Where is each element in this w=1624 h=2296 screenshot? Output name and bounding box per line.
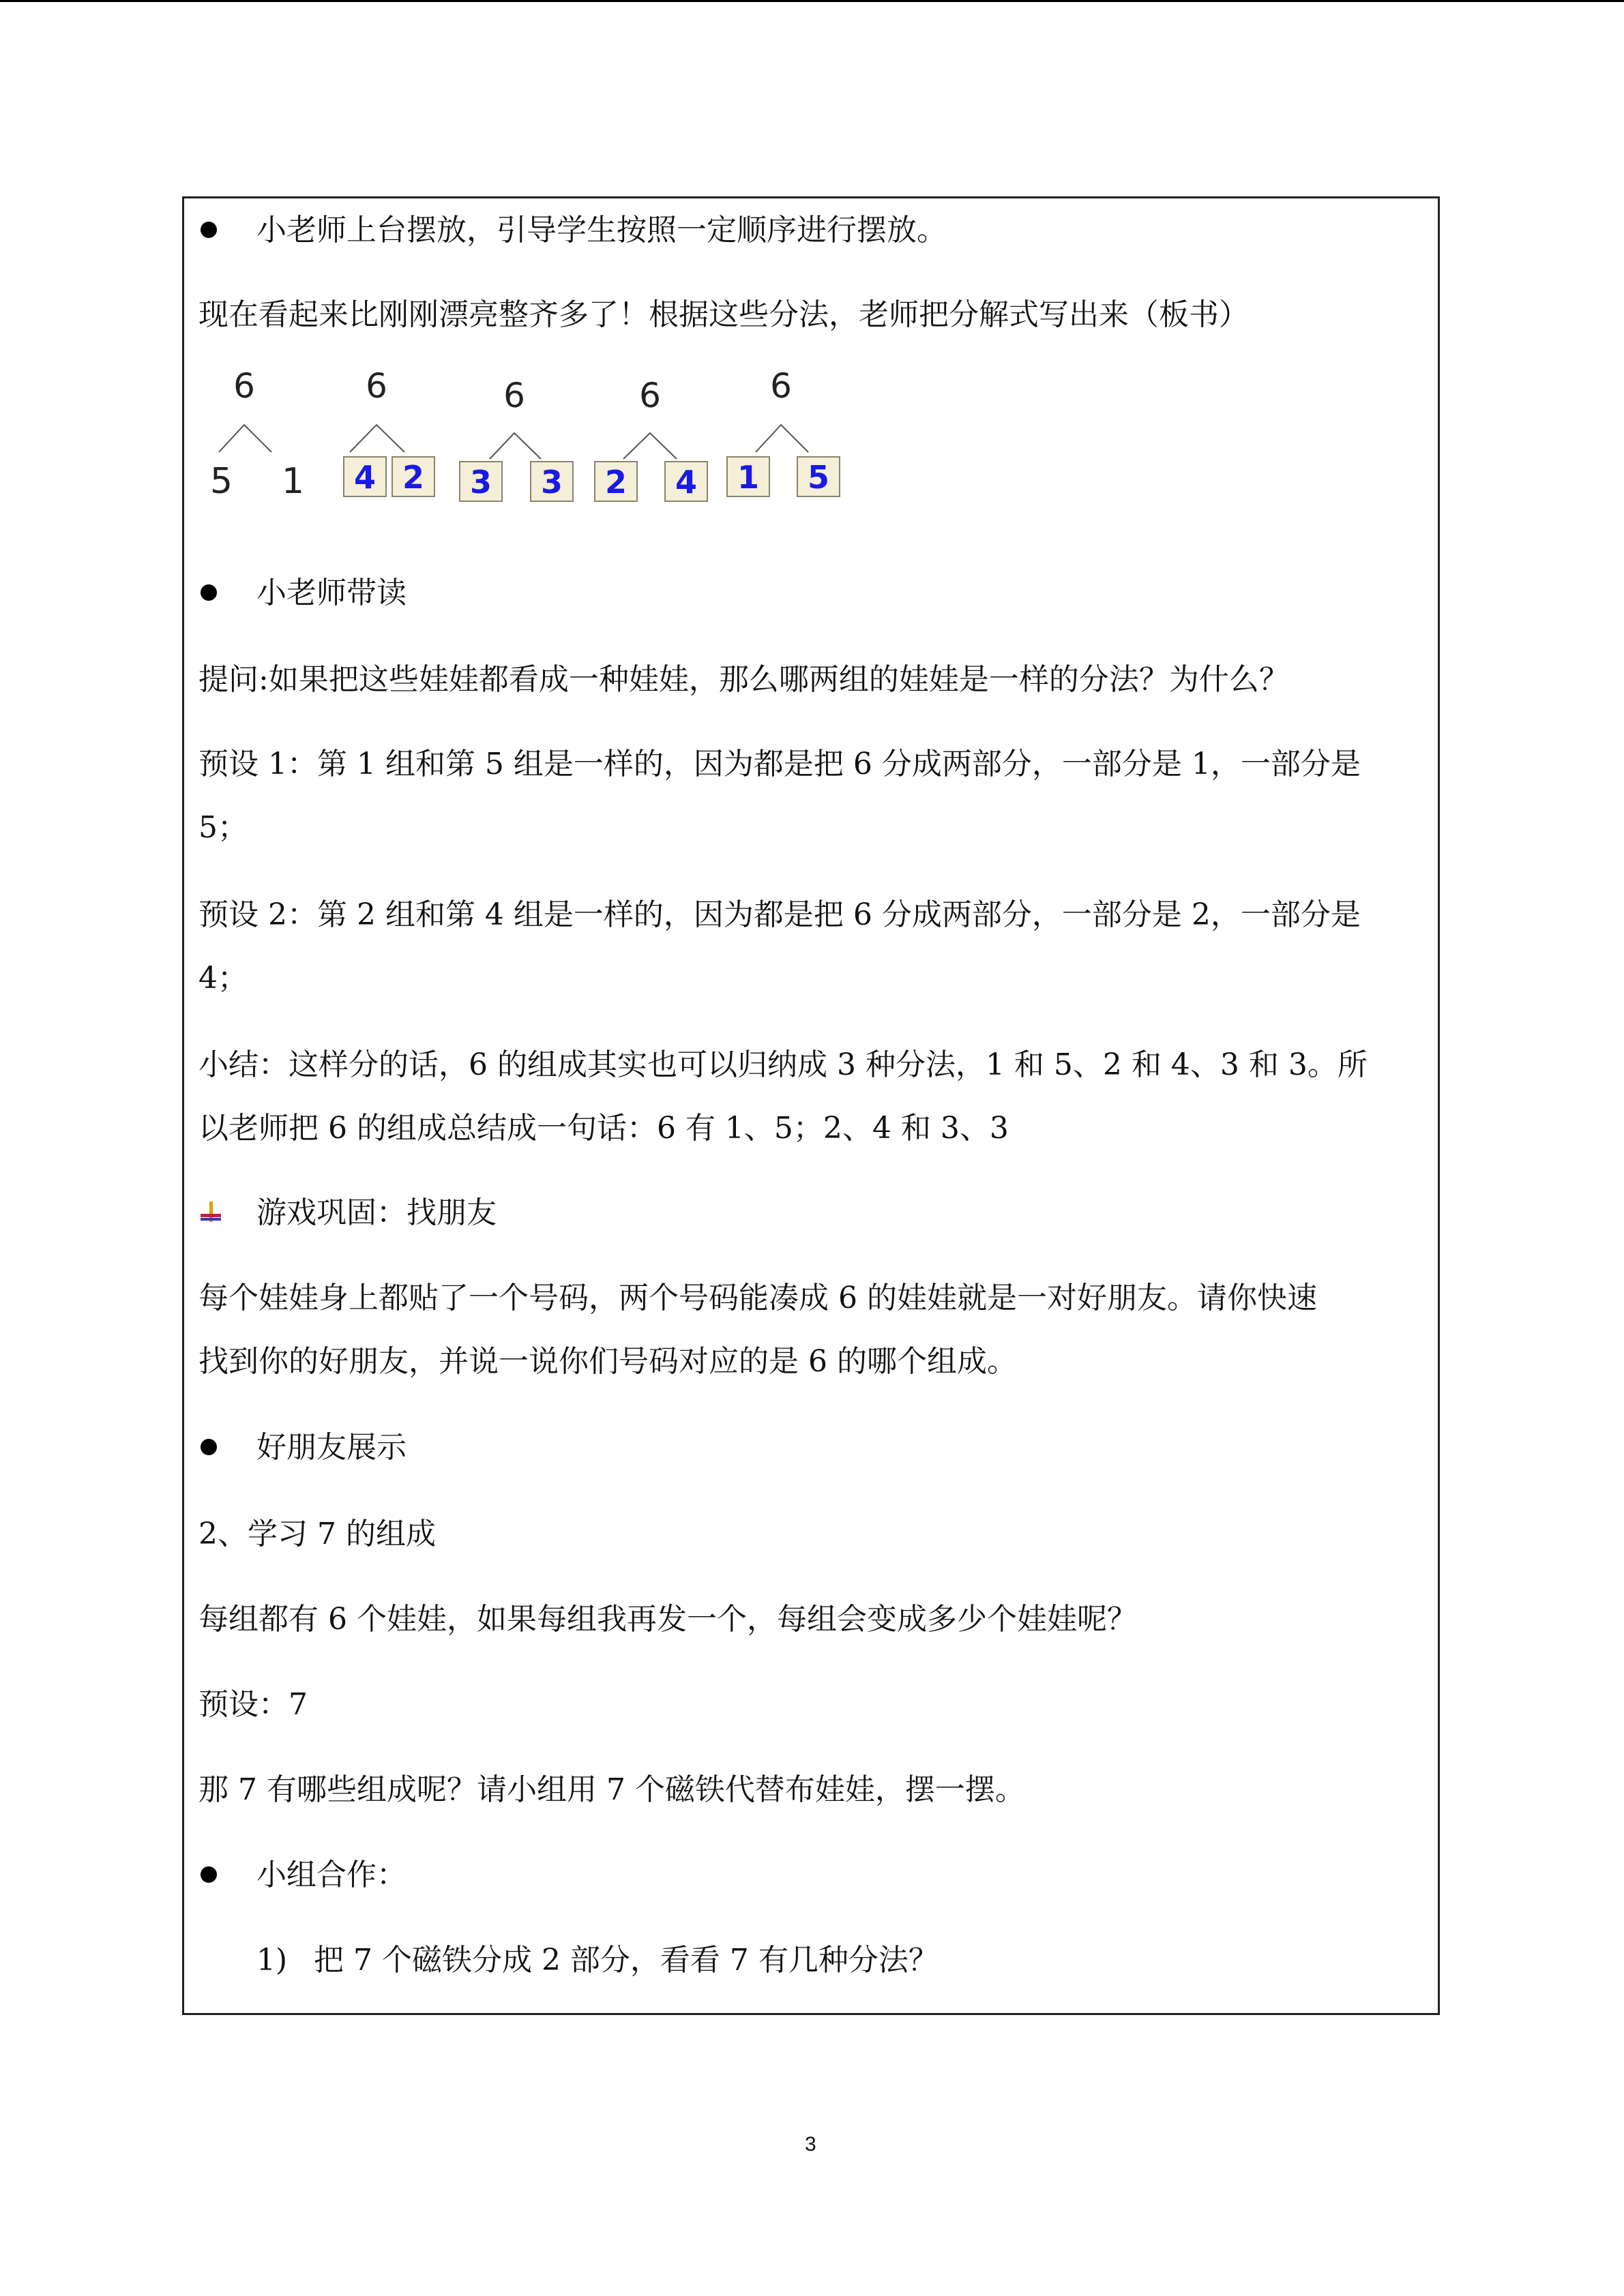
line-game: 游戏巩固：找朋友: [256, 1195, 497, 1230]
diagram-branch: [756, 425, 808, 452]
diagram-part: 4: [353, 459, 377, 496]
line-split-7: 把 7 个磁铁分成 2 部分，看看 7 有几种分法？: [314, 1943, 939, 1978]
diagram-part: 5: [807, 459, 830, 496]
line-preset-2a: 预设 2：第 2 组和第 4 组是一样的，因为都是把 6 分成两部分，一部分是 2，一部分是: [198, 897, 1361, 932]
line-read-along: 小老师带读: [256, 576, 407, 610]
line-preset-7: 预设：7: [198, 1687, 308, 1722]
line-group-work: 小组合作：: [256, 1858, 407, 1892]
diagram-branch: [350, 425, 404, 452]
diagram-branch: [490, 433, 541, 459]
line-blackboard: 现在看起来比刚刚漂亮整齐多了！根据这些分法，老师把分解式写出来（板书）: [198, 297, 1249, 332]
bullet-icon: [201, 222, 217, 238]
line-game-desc-a: 每个娃娃身上都贴了一个号码，两个号码能凑成 6 的娃娃就是一对好朋友。请你快速: [198, 1281, 1317, 1315]
bullet-icon: [201, 584, 217, 601]
line-summary-b: 以老师把 6 的组成总结成一句话：6 有 1、5；2、4 和 3、3: [198, 1111, 1009, 1146]
list-number: 1): [256, 1943, 288, 1978]
diagram-part: 2: [604, 464, 628, 501]
page-number: 3: [805, 2133, 816, 2156]
line-game-desc-b: 找到你的好朋友，并说一说你们号码对应的是 6 的哪个组成。: [198, 1344, 1017, 1379]
line-question: 提问:如果把这些娃娃都看成一种娃娃，那么哪两组的娃娃是一样的分法？为什么？: [198, 662, 1289, 697]
line-preset-1b: 5；: [198, 810, 248, 845]
diagram-total: 6: [770, 372, 792, 406]
line-teacher-arrange: 小老师上台摆放，引导学生按照一定顺序进行摆放。: [256, 213, 947, 248]
line-summary-a: 小结：这样分的话，6 的组成其实也可以归纳成 3 种分法，1 和 5、2 和 4、3 和 3。所: [198, 1047, 1368, 1082]
line-preset-2b: 4；: [198, 961, 248, 996]
diagram-total: 6: [639, 376, 661, 415]
diagram-branch: [219, 425, 271, 452]
line-learn-7: 2、学习 7 的组成: [198, 1517, 436, 1551]
diagram-part: 3: [469, 464, 492, 501]
line-add-one: 每组都有 6 个娃娃，如果每组我再发一个，每组会变成多少个娃娃呢？: [198, 1602, 1137, 1637]
line-preset-1a: 预设 1：第 1 组和第 5 组是一样的，因为都是把 6 分成两部分，一部分是 1，一部分是: [198, 747, 1361, 781]
diagram-part: 1: [737, 459, 760, 496]
bullet-icon: [201, 1866, 217, 1883]
line-friends-show: 好朋友展示: [256, 1430, 407, 1465]
top-border-line: [0, 0, 1624, 2]
decomposition-diagram: [196, 372, 879, 522]
flag-marker-icon: [198, 1199, 225, 1226]
diagram-part: 1: [282, 461, 305, 502]
bullet-icon: [201, 1439, 217, 1455]
diagram-total: 6: [503, 376, 525, 415]
diagram-part: 2: [402, 459, 425, 496]
diagram-total: 6: [233, 372, 255, 406]
diagram-total: 6: [366, 372, 387, 406]
diagram-branch: [623, 433, 677, 459]
diagram-part: 5: [210, 461, 233, 502]
line-magnets: 那 7 有哪些组成呢？请小组用 7 个磁铁代替布娃娃，摆一摆。: [198, 1772, 1025, 1807]
diagram-part: 3: [540, 464, 563, 501]
diagram-part: 4: [675, 464, 698, 501]
